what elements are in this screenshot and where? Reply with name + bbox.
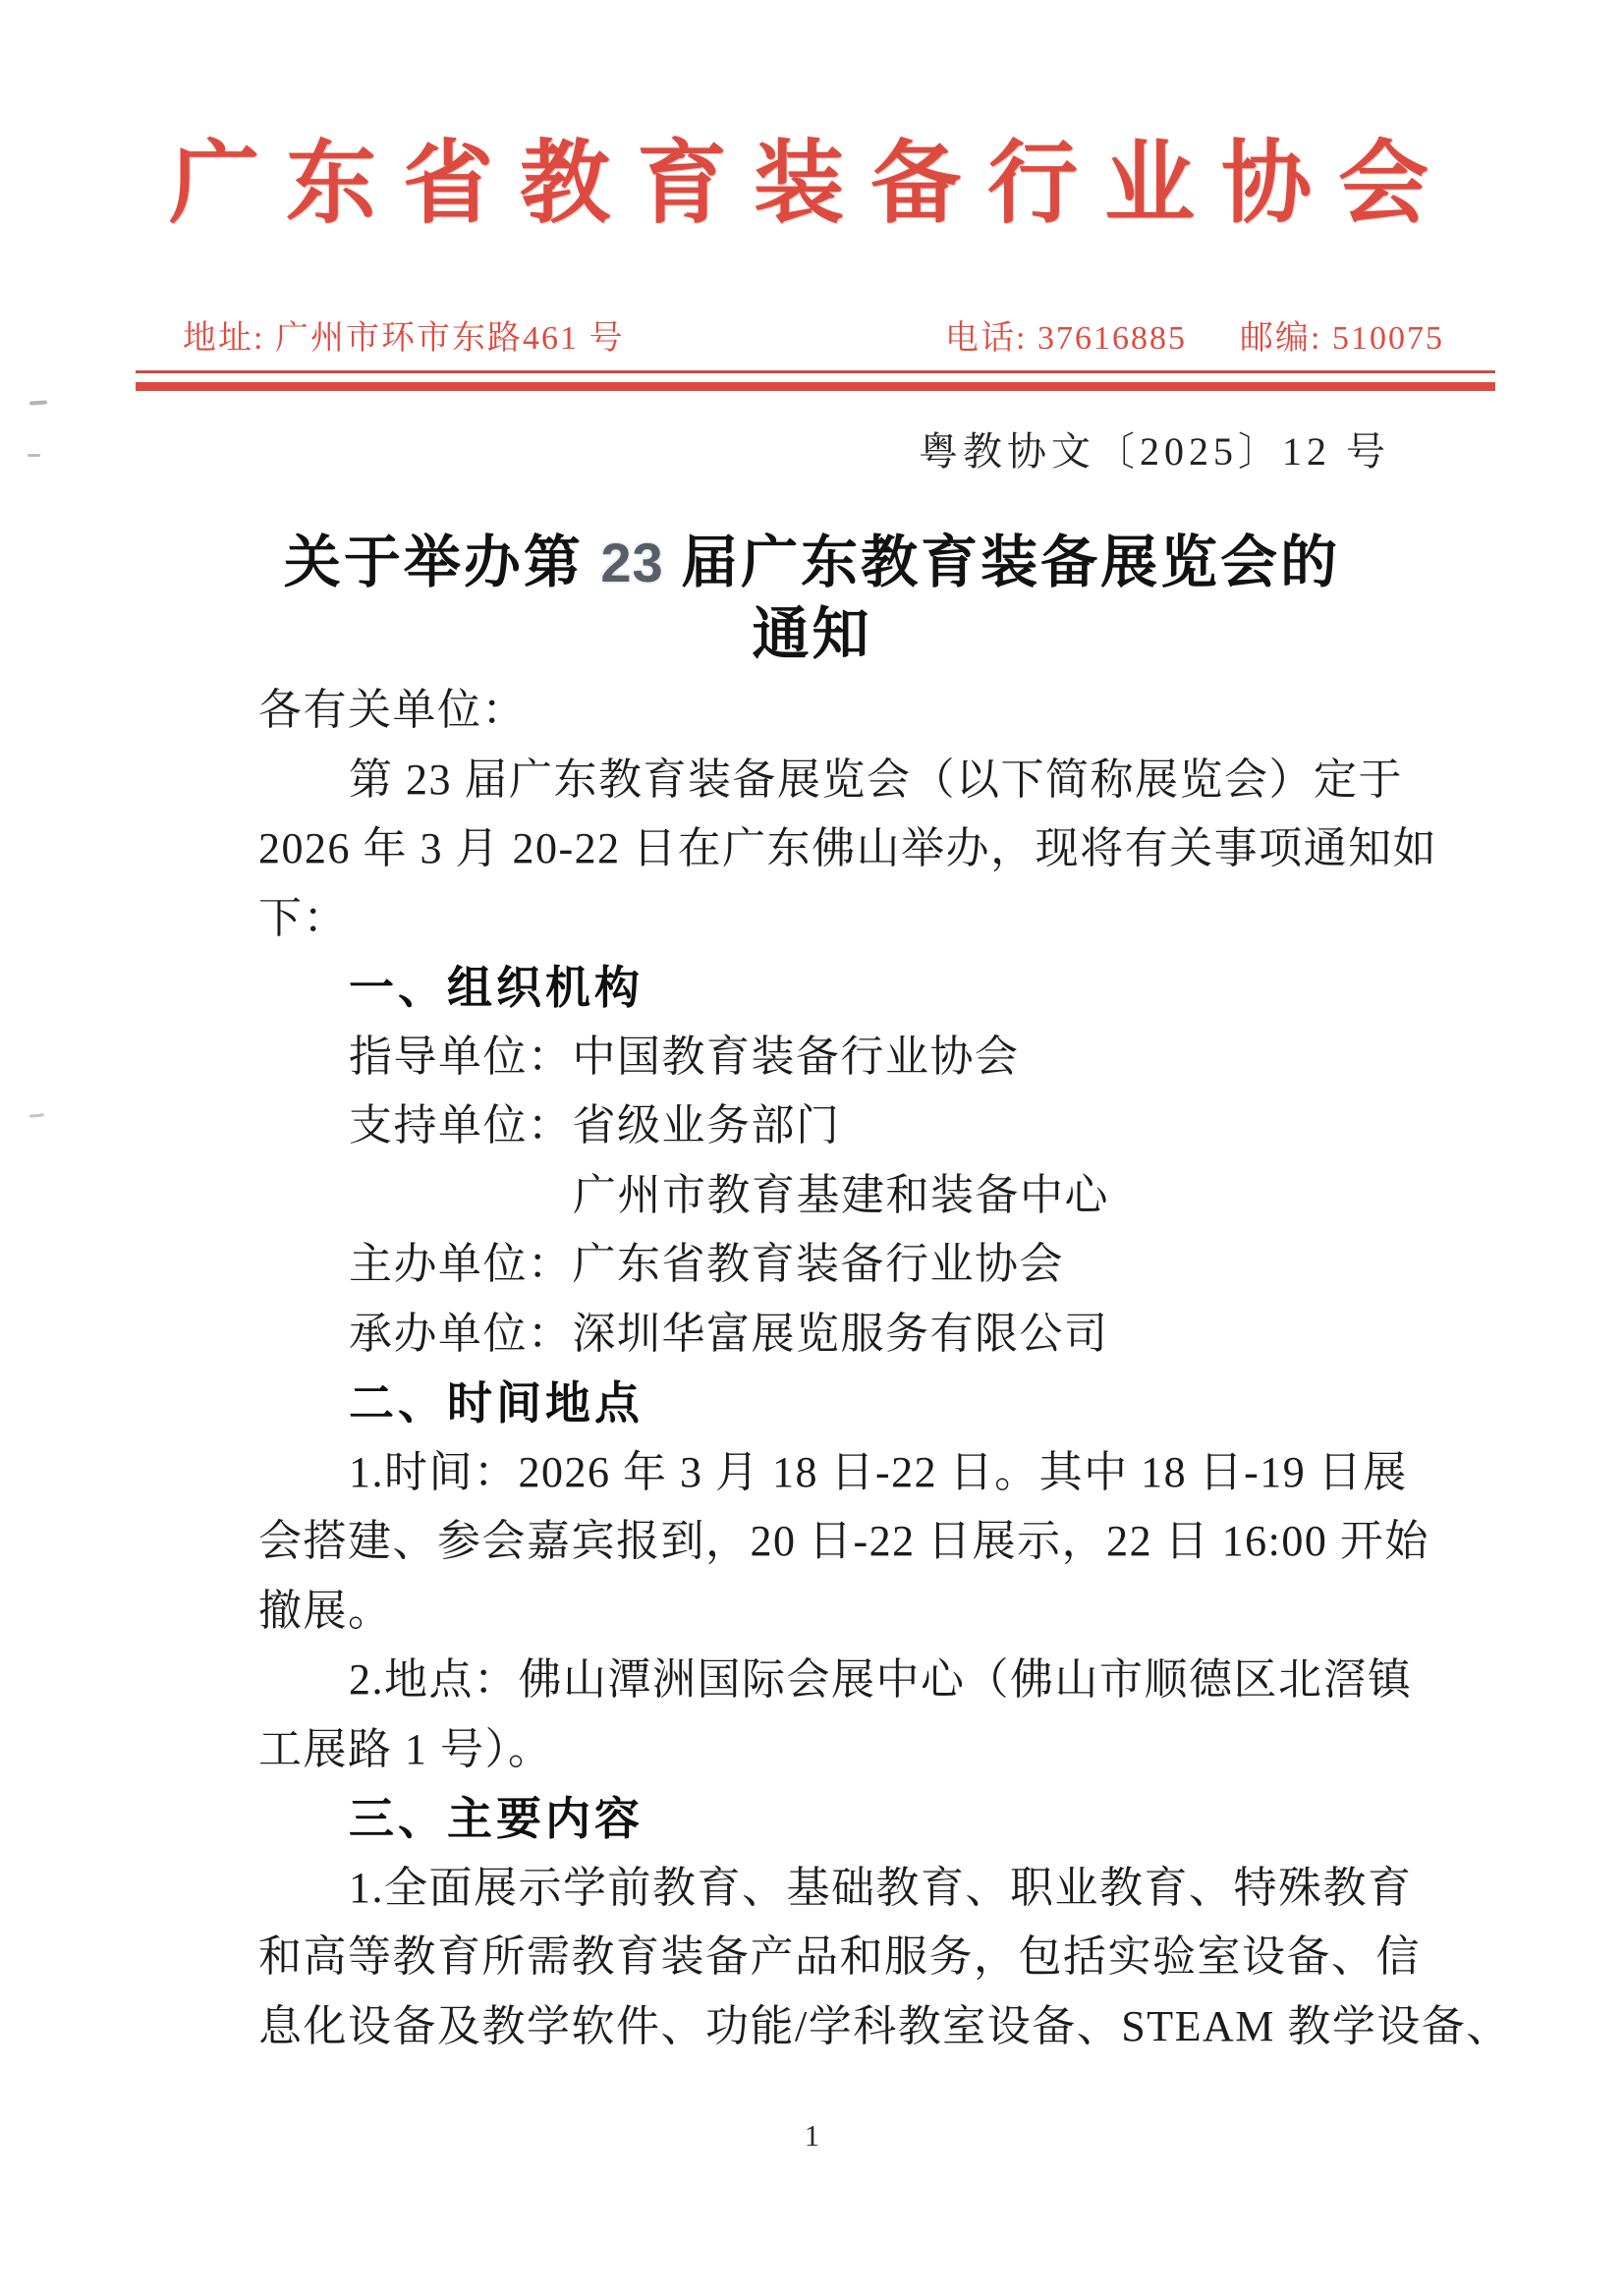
body-line: 1.全面展示学前教育、基础教育、职业教育、特殊教育 [349,1863,1413,1912]
title-text-post: 届广东教育装备展览会的 [663,531,1341,594]
document-title [0,527,1624,670]
document-title-line1 [0,527,1624,598]
section-heading: 二、时间地点 [349,1377,644,1428]
body-line: 2026 年 3 月 20-22 日在广东佛山举办，现将有关事项通知如 [258,824,1438,872]
body-line: 2.地点：佛山潭洲国际会展中心（佛山市顺德区北滘镇 [349,1655,1413,1704]
letterhead-org-name: 广东省教育装备行业协会 [168,134,1455,234]
letterhead-phone: 电话: 37616885 [945,320,1187,357]
body-line: 各有关单位： [258,686,527,734]
body-line: 息化设备及教学软件、功能/学科教室设备、STEAM 教学设备、 [258,2001,1511,2050]
document-title-line2: 通知 [752,602,872,666]
document-reference-number: 粤教协文〔2025〕12 号 [919,429,1390,474]
body-line: 1.时间：2026 年 3 月 18 日-22 日。其中 18 日-19 日展 [349,1447,1408,1496]
body-line: 指导单位：中国教育装备行业协会 [349,1032,1020,1081]
letterhead-postal-code: 邮编: 510075 [1240,320,1444,357]
letterhead-address: 地址: 广州市环市东路461 号 [183,320,625,357]
letterhead-contact-row [0,310,1624,358]
scan-artifact [29,1113,44,1118]
section-heading: 三、主要内容 [349,1793,644,1844]
body-line: 工展路 1 号）。 [258,1724,553,1773]
body-line: 支持单位：省级业务部门 [349,1101,841,1149]
letterhead-rule-thick [136,382,1495,391]
body-line: 会搭建、参会嘉宾报到，20 日-22 日展示，22 日 16:00 开始 [258,1517,1429,1565]
body-line: 广州市教育基建和装备中心 [573,1170,1109,1219]
scan-artifact [28,454,40,457]
page-number: 1 [804,2118,820,2153]
title-text-pre: 关于举办第 [283,531,601,594]
section-heading: 一、组织机构 [349,962,644,1013]
body-line: 第 23 届广东教育装备展览会（以下简称展览会）定于 [349,755,1403,804]
body-line: 撤展。 [258,1586,393,1635]
body-line: 主办单位：广东省教育装备行业协会 [349,1240,1064,1288]
body-line: 承办单位：深圳华富展览服务有限公司 [349,1309,1109,1358]
scan-artifact [29,400,47,405]
title-edition-number: 23 [600,532,664,593]
body-line: 和高等教育所需教育装备产品和服务，包括实验室设备、信 [258,1932,1421,1981]
body-line: 下： [258,893,348,942]
letterhead-rule-thin [136,370,1495,373]
body-lines [258,676,1511,2061]
